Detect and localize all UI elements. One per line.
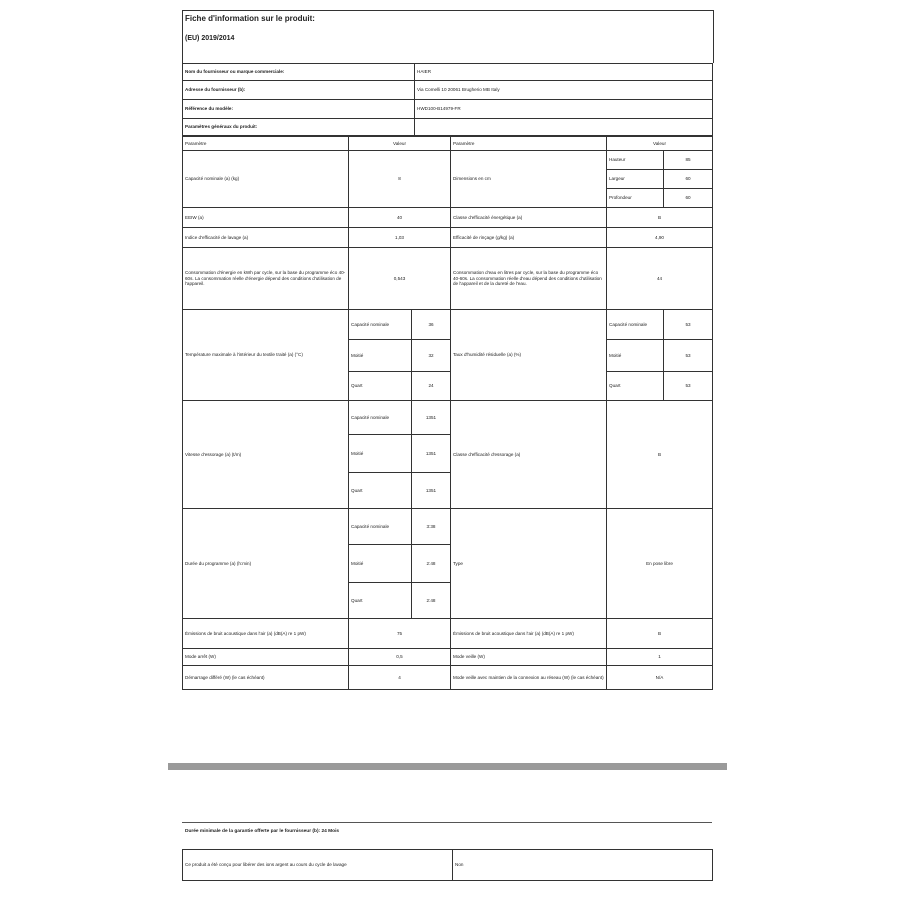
- model-value: HWD100-B14979-FR: [415, 100, 713, 119]
- energy-value: 0,543: [349, 248, 451, 310]
- spin-cap-label: Capacité nominale: [349, 401, 412, 435]
- delay-value: 4: [349, 666, 451, 690]
- model-label: Référence du modèle:: [183, 100, 415, 119]
- col-header-param-right: Paramètre: [451, 137, 607, 151]
- spin-half-label: Moitié: [349, 435, 412, 473]
- footer-rule: [182, 822, 712, 823]
- duration-label: Durée du programme (a) (h:min): [183, 509, 349, 619]
- depth-label: Profondeur: [607, 189, 664, 208]
- temp-half-label: Moitié: [349, 340, 412, 372]
- wash-index-label: Indice d'efficacité de lavage (a): [183, 228, 349, 248]
- eew-label: EEIW (a): [183, 208, 349, 228]
- moist-quarter-label: Quart: [607, 372, 664, 401]
- parameters-table: [182, 136, 713, 690]
- noise-value: 75: [349, 619, 451, 649]
- noise-class-label: Émissions de bruit acoustique dans l'air (a) (dB(A) re 1 pW): [451, 619, 607, 649]
- general-params-empty: [415, 119, 713, 136]
- wash-index-value: 1,03: [349, 228, 451, 248]
- dur-cap-label: Capacité nominale: [349, 509, 412, 545]
- silver-ions-label: Ce produit a été conçu pour libérer des ions argent au cours du cycle de lavage: [183, 850, 453, 881]
- supplier-value: HAIER: [415, 64, 713, 81]
- moist-cap-label: Capacité nominale: [607, 310, 664, 340]
- spin-quarter-label: Quart: [349, 473, 412, 509]
- address-value: Via Comelli 10 20061 Brugherio MB Italy: [415, 81, 713, 100]
- sheet-title: Fiche d'information sur le produit:: [185, 14, 315, 23]
- height-label: Hauteur: [607, 151, 664, 170]
- dur-half-value: 2:48: [412, 545, 451, 583]
- moist-half-label: Moitié: [607, 340, 664, 372]
- address-label: Adresse du fournisseur (b):: [183, 81, 415, 100]
- moist-cap-value: 53: [664, 310, 713, 340]
- temp-label: Température maximale à l'intérieur du textile traité (a) (°C): [183, 310, 349, 401]
- supplier-table: [182, 63, 713, 136]
- col-header-value-left: Valeur: [349, 137, 451, 151]
- type-value: En pose libre: [607, 509, 713, 619]
- noise-label: Émissions de bruit acoustique dans l'air (a) (dB(A) re 1 pW): [183, 619, 349, 649]
- silver-ions-value: Non: [453, 850, 713, 881]
- supplier-label: Nom du fournisseur ou marque commerciale:: [183, 64, 415, 81]
- delay-label: Démarrage différé (W) (le cas échéant): [183, 666, 349, 690]
- off-mode-label: Mode arrêt (W): [183, 649, 349, 666]
- col-header-param-left: Paramètre: [183, 137, 349, 151]
- regulation-reference: (EU) 2019/2014: [185, 35, 235, 42]
- width-value: 60: [664, 170, 713, 189]
- dur-quarter-value: 2:48: [412, 583, 451, 619]
- type-label: Type: [451, 509, 607, 619]
- network-label: Mode veille avec maintien de la connexion au réseau (W) (le cas échéant): [451, 666, 607, 690]
- width-label: Largeur: [607, 170, 664, 189]
- moist-half-value: 53: [664, 340, 713, 372]
- moist-quarter-value: 53: [664, 372, 713, 401]
- sheet-header: [182, 10, 714, 63]
- product-information-sheet: [182, 10, 712, 690]
- off-mode-value: 0,5: [349, 649, 451, 666]
- water-label: Consommation d'eau en litres par cycle, sur la base du programme éco 40-60s. La consommation réelle d'eau dépend des conditions d'utilisation de l'appareil et de la dureté de l'eau.: [451, 248, 607, 310]
- rinse-value: 4,90: [607, 228, 713, 248]
- moisture-label: Taux d'humidité résiduelle (a) (%): [451, 310, 607, 401]
- depth-value: 60: [664, 189, 713, 208]
- dur-quarter-label: Quart: [349, 583, 412, 619]
- footer-table: [182, 849, 713, 881]
- spin-class-value: B: [607, 401, 713, 509]
- warranty-text: Durée minimale de la garantie offerte par le fournisseur (b): 24 Mois: [185, 829, 340, 834]
- height-value: 85: [664, 151, 713, 170]
- spin-cap-value: 1351: [412, 401, 451, 435]
- dimensions-label: Dimensions en cm: [451, 151, 607, 208]
- spin-half-value: 1351: [412, 435, 451, 473]
- eew-class-label: Classe d'efficacité énergétique (a): [451, 208, 607, 228]
- temp-quarter-value: 24: [412, 372, 451, 401]
- spin-label: Vitesse d'essorage (a) (t/m): [183, 401, 349, 509]
- capacity-value: 8: [349, 151, 451, 208]
- temp-cap-value: 36: [412, 310, 451, 340]
- spin-class-label: Classe d'efficacité d'essorage (a): [451, 401, 607, 509]
- standby-value: 1: [607, 649, 713, 666]
- temp-half-value: 32: [412, 340, 451, 372]
- spin-quarter-value: 1351: [412, 473, 451, 509]
- standby-label: Mode veille (W): [451, 649, 607, 666]
- page-divider: [168, 763, 727, 770]
- water-value: 44: [607, 248, 713, 310]
- noise-class-value: B: [607, 619, 713, 649]
- capacity-label: Capacité nominale (a) (kg): [183, 151, 349, 208]
- eew-class-value: B: [607, 208, 713, 228]
- general-params-label: Paramètres généraux du produit:: [183, 119, 415, 136]
- col-header-value-right: Valeur: [607, 137, 713, 151]
- network-value: N/A: [607, 666, 713, 690]
- dur-half-label: Moitié: [349, 545, 412, 583]
- temp-quarter-label: Quart: [349, 372, 412, 401]
- dur-cap-value: 3:38: [412, 509, 451, 545]
- rinse-label: Efficacité de rinçage (g/kg) (a): [451, 228, 607, 248]
- temp-cap-label: Capacité nominale: [349, 310, 412, 340]
- eew-value: 40: [349, 208, 451, 228]
- energy-label: Consommation d'énergie en kWh par cycle, sur la base du programme éco 40-60s. La consommation réelle d'énergie dépend des conditions d'utilisation de l'appareil.: [183, 248, 349, 310]
